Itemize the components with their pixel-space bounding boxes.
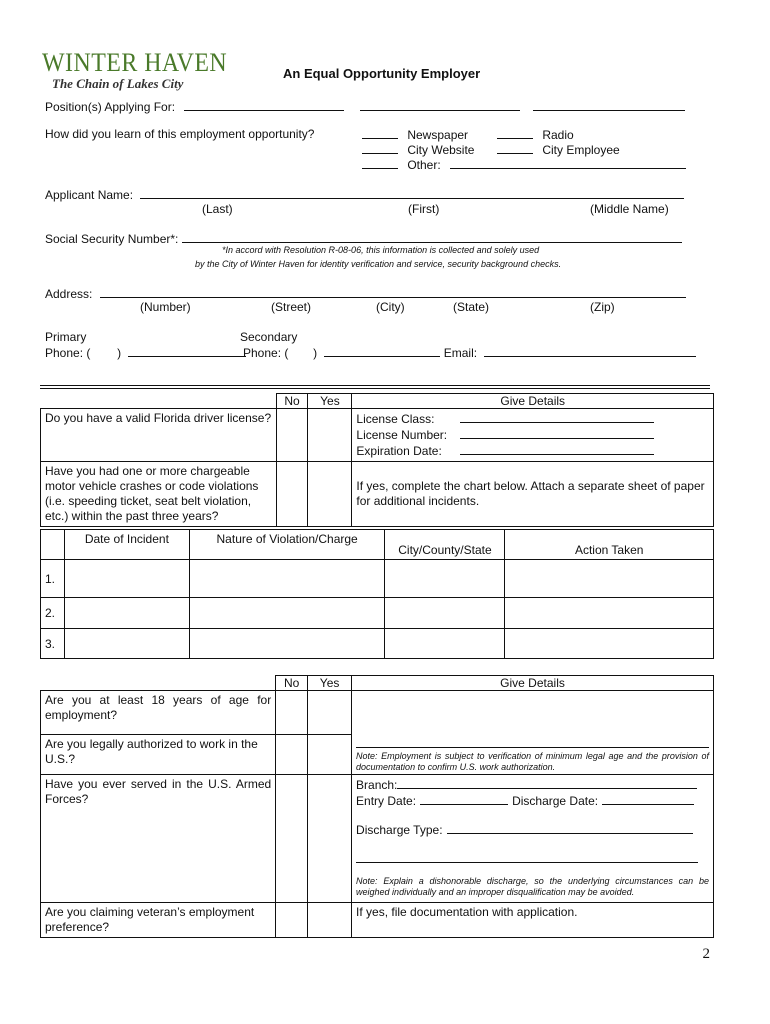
veteran-no-cell[interactable] [276, 903, 308, 938]
license-details [352, 409, 714, 462]
discharge-date-label: Discharge Date: [512, 794, 599, 808]
yes-header: Yes [308, 676, 352, 691]
incident-row-number: 1. [41, 560, 65, 598]
position-field-3[interactable] [533, 99, 685, 111]
position-label: Position(s) Applying For: [45, 100, 176, 114]
address-zip-caption: (Zip) [590, 300, 615, 314]
position-field-2[interactable] [360, 99, 520, 111]
incident-1-date[interactable] [64, 560, 189, 598]
learn-question: How did you learn of this employment opportunity? [45, 127, 315, 141]
discharge-type-field[interactable] [447, 822, 693, 834]
secondary-phone-label: Phone: ( [243, 346, 289, 360]
q2-no-cell[interactable] [276, 462, 308, 527]
expiration-label: Expiration Date: [356, 444, 442, 458]
incident-1-nature[interactable] [189, 560, 385, 598]
incident-2-action[interactable] [505, 598, 714, 629]
incident-1-action[interactable] [505, 560, 714, 598]
address-field[interactable] [100, 286, 686, 298]
discharge-note: Note: Explain a dishonorable discharge, so the underlying circumstances can be weighed individually and an improper disqualification may be avoided. [356, 876, 709, 897]
applicant-label: Applicant Name: [45, 188, 134, 202]
ssn-label: Social Security Number*: [45, 232, 179, 246]
authorization-note-cell [352, 735, 714, 775]
learn-employee[interactable] [497, 142, 620, 157]
position-field-1[interactable] [184, 99, 344, 111]
address-label: Address: [45, 287, 93, 301]
email-label: Email: [443, 346, 478, 360]
separator-line-2 [40, 388, 710, 389]
q2-yes-cell[interactable] [308, 462, 352, 527]
discharge-explanation-field[interactable] [356, 851, 698, 863]
license-number-label: License Number: [356, 428, 448, 442]
newspaper-blank[interactable] [362, 127, 398, 139]
incident-row-number: 2. [41, 598, 65, 629]
details-header: Give Details [352, 394, 714, 409]
learn-newspaper[interactable] [362, 127, 468, 142]
learn-radio[interactable] [497, 127, 574, 142]
auth-no-cell[interactable] [276, 735, 308, 775]
employee-blank[interactable] [497, 142, 533, 154]
website-blank[interactable] [362, 142, 398, 154]
incidents-table [40, 529, 714, 659]
expiration-field[interactable] [460, 443, 654, 455]
q-armed-forces: Have you ever served in the U.S. Armed Forces? [41, 775, 276, 903]
address-state-caption: (State) [453, 300, 490, 314]
no-header: No [276, 394, 308, 409]
incident-3-action[interactable] [505, 629, 714, 659]
incident-3-date[interactable] [64, 629, 189, 659]
branch-label: Branch: [356, 778, 398, 792]
incident-2-date[interactable] [64, 598, 189, 629]
name-last-caption: (Last) [202, 202, 233, 216]
address-row [45, 286, 686, 301]
auth-yes-cell[interactable] [308, 735, 352, 775]
primary-phone-field[interactable] [128, 345, 246, 357]
incidents-header-date: Date of Incident [64, 530, 189, 560]
newspaper-label: Newspaper [407, 128, 469, 142]
ssn-field[interactable] [182, 231, 682, 243]
license-class-label: License Class: [356, 412, 435, 426]
incidents-corner [41, 530, 65, 560]
position-row [45, 99, 685, 114]
yes-header: Yes [308, 394, 352, 409]
name-middle-caption: (Middle Name) [590, 202, 669, 216]
primary-caption: Primary [45, 330, 87, 344]
license-table [40, 393, 714, 527]
veteran-details: If yes, file documentation with application. [352, 903, 714, 938]
separator-line-1 [40, 385, 710, 386]
eligibility-table [40, 675, 714, 938]
discharge-date-field[interactable] [602, 793, 694, 805]
discharge-type-label: Discharge Type: [356, 823, 443, 837]
veteran-yes-cell[interactable] [308, 903, 352, 938]
address-city-caption: (City) [376, 300, 405, 314]
logo-tagline: The Chain of Lakes City [52, 76, 184, 91]
q-driver-license: Do you have a valid Florida driver license? [41, 409, 277, 462]
q1-no-cell[interactable] [276, 409, 308, 462]
entry-date-label: Entry Date: [356, 794, 417, 808]
q1-yes-cell[interactable] [308, 409, 352, 462]
incidents-header-location: City/County/State [385, 530, 505, 560]
entry-date-field[interactable] [420, 793, 508, 805]
secondary-phone-field[interactable] [324, 345, 440, 357]
age-details-cell[interactable] [352, 691, 714, 735]
age-yes-cell[interactable] [308, 691, 352, 735]
email-field[interactable] [484, 345, 696, 357]
applicant-name-field[interactable] [140, 187, 684, 199]
primary-paren-close: ) [117, 346, 122, 360]
forces-yes-cell[interactable] [308, 775, 352, 903]
website-label: City Website [407, 143, 475, 157]
incident-3-location[interactable] [385, 629, 505, 659]
license-table-corner [41, 394, 277, 409]
page-number: 2 [702, 946, 710, 962]
secondary-paren-close: ) [313, 346, 318, 360]
q-veteran-preference: Are you claiming veteran’s employment preference? [41, 903, 276, 938]
ssn-row [45, 231, 682, 246]
learn-other[interactable] [362, 157, 686, 172]
incident-2-location[interactable] [385, 598, 505, 629]
q-violations: Have you had one or more chargeable motor vehicle crashes or code violations (i.e. speeding ticket, seat belt violation, etc.) within the past three years? [41, 462, 277, 527]
eligibility-table-corner [41, 676, 276, 691]
applicant-row [45, 187, 684, 202]
branch-field[interactable] [397, 777, 697, 789]
q-age: Are you at least 18 years of age for employment? [41, 691, 276, 735]
license-number-field[interactable] [460, 427, 654, 439]
no-header: No [276, 676, 308, 691]
employee-label: City Employee [542, 143, 620, 157]
secondary-phone-row [243, 345, 696, 360]
incidents-header-nature: Nature of Violation/Charge [189, 530, 385, 560]
ssn-note-line1: *In accord with Resolution R-08-06, this information is collected and solely used [222, 245, 540, 255]
service-details [352, 775, 714, 903]
other-label: Other: [407, 158, 441, 172]
radio-label: Radio [542, 128, 574, 142]
secondary-caption: Secondary [240, 330, 298, 344]
age-no-cell[interactable] [276, 691, 308, 735]
incident-2-nature[interactable] [189, 598, 385, 629]
name-first-caption: (First) [408, 202, 440, 216]
winter-haven-logo [42, 48, 228, 92]
violations-details: If yes, complete the chart below. Attach a separate sheet of paper for additional incidents. [352, 462, 714, 527]
learn-website[interactable] [362, 142, 474, 157]
ssn-note-line2: by the City of Winter Haven for identity verification and service, security background checks. [195, 259, 562, 269]
address-number-caption: (Number) [140, 300, 191, 314]
authorization-note: Note: Employment is subject to verification of minimum legal age and the provision of documentation to confirm U.S. work authorization. [356, 747, 709, 773]
page-title: An Equal Opportunity Employer [283, 66, 481, 81]
details-header: Give Details [352, 676, 714, 691]
radio-blank[interactable] [497, 127, 533, 139]
incident-3-nature[interactable] [189, 629, 385, 659]
q-work-authorization: Are you legally authorized to work in the U.S.? [41, 735, 276, 775]
other-field[interactable] [450, 157, 686, 169]
primary-phone-row [45, 345, 246, 360]
incident-row-number: 3. [41, 629, 65, 659]
other-blank[interactable] [362, 157, 398, 169]
incidents-header-action: Action Taken [505, 530, 714, 560]
logo-title: WINTER HAVEN [42, 48, 228, 77]
primary-phone-label: Phone: ( [45, 346, 91, 360]
incident-1-location[interactable] [385, 560, 505, 598]
address-street-caption: (Street) [271, 300, 312, 314]
forces-no-cell[interactable] [276, 775, 308, 903]
license-class-field[interactable] [460, 411, 654, 423]
